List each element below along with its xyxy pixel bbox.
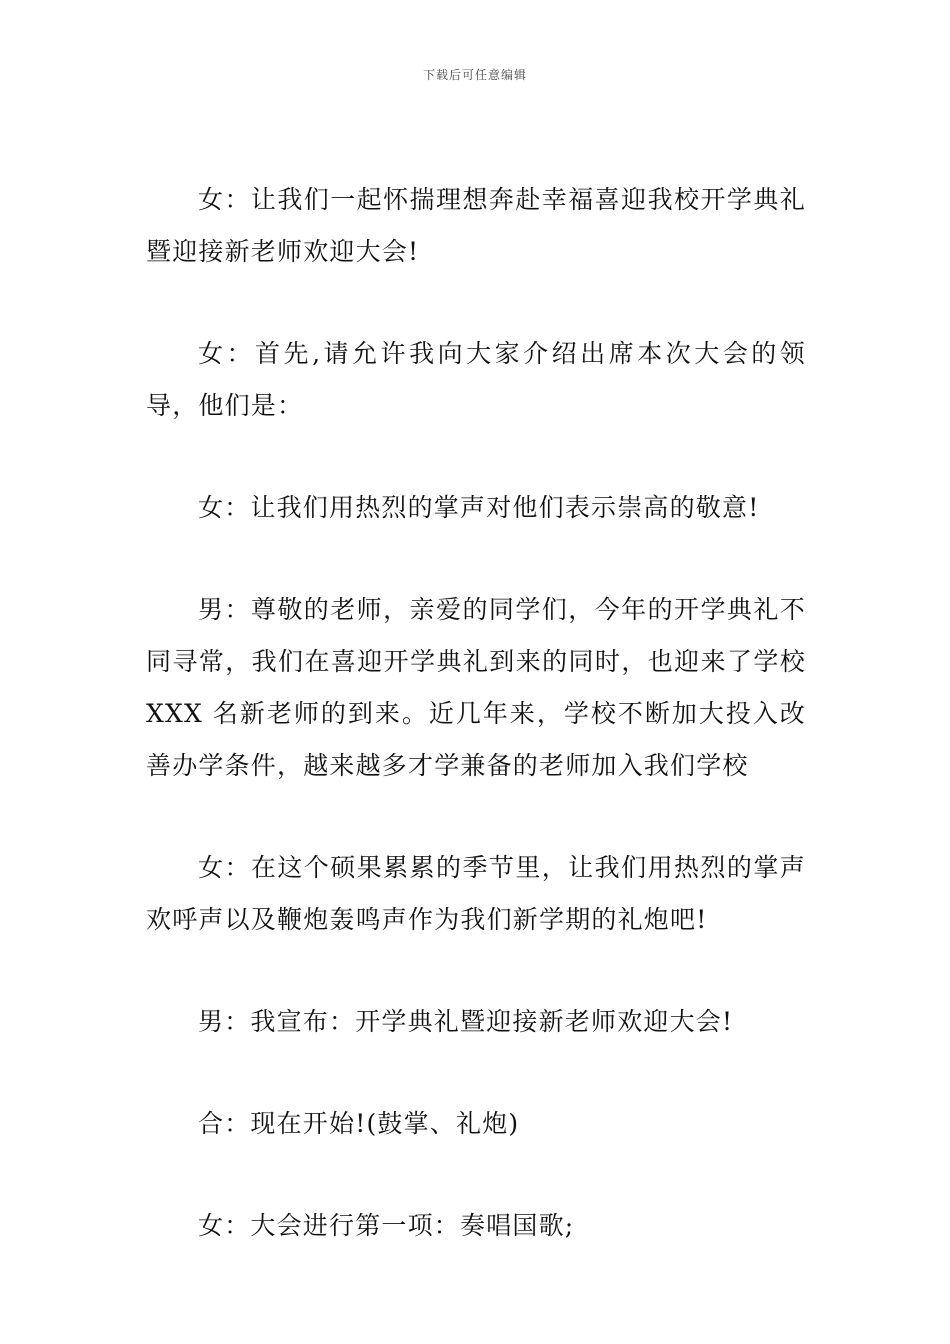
document-body xyxy=(146,174,806,1302)
paragraph: 女：在这个硕果累累的季节里，让我们用热烈的掌声欢呼声以及鞭炮轰鸣声作为我们新学期的礼炮吧! xyxy=(146,853,806,934)
paragraph: 女：让我们一起怀揣理想奔赴幸福喜迎我校开学典礼暨迎接新老师欢迎大会! xyxy=(146,185,806,266)
paragraph: 女：大会进行第一项：奏唱国歌; xyxy=(198,1211,575,1240)
paragraph: 女：让我们用热烈的掌声对他们表示崇高的敬意! xyxy=(198,493,760,522)
paragraph: 男：我宣布：开学典礼暨迎接新老师欢迎大会! xyxy=(198,1007,734,1036)
paragraph: 合：现在开始!(鼓掌、礼炮) xyxy=(198,1109,520,1138)
header-note: 下载后可任意编辑 xyxy=(422,68,527,82)
paragraph: 男：尊敬的老师，亲爱的同学们，今年的开学典礼不同寻常，我们在喜迎开学典礼到来的同时，也迎来了学校 XXX 名新老师的到来。近几年来，学校不断加大投入改善办学条件，越来越多才学兼备的老师加入我们学校 xyxy=(146,595,806,780)
paragraph: 女：首先,请允许我向大家介绍出席本次大会的领导，他们是： xyxy=(146,339,806,420)
